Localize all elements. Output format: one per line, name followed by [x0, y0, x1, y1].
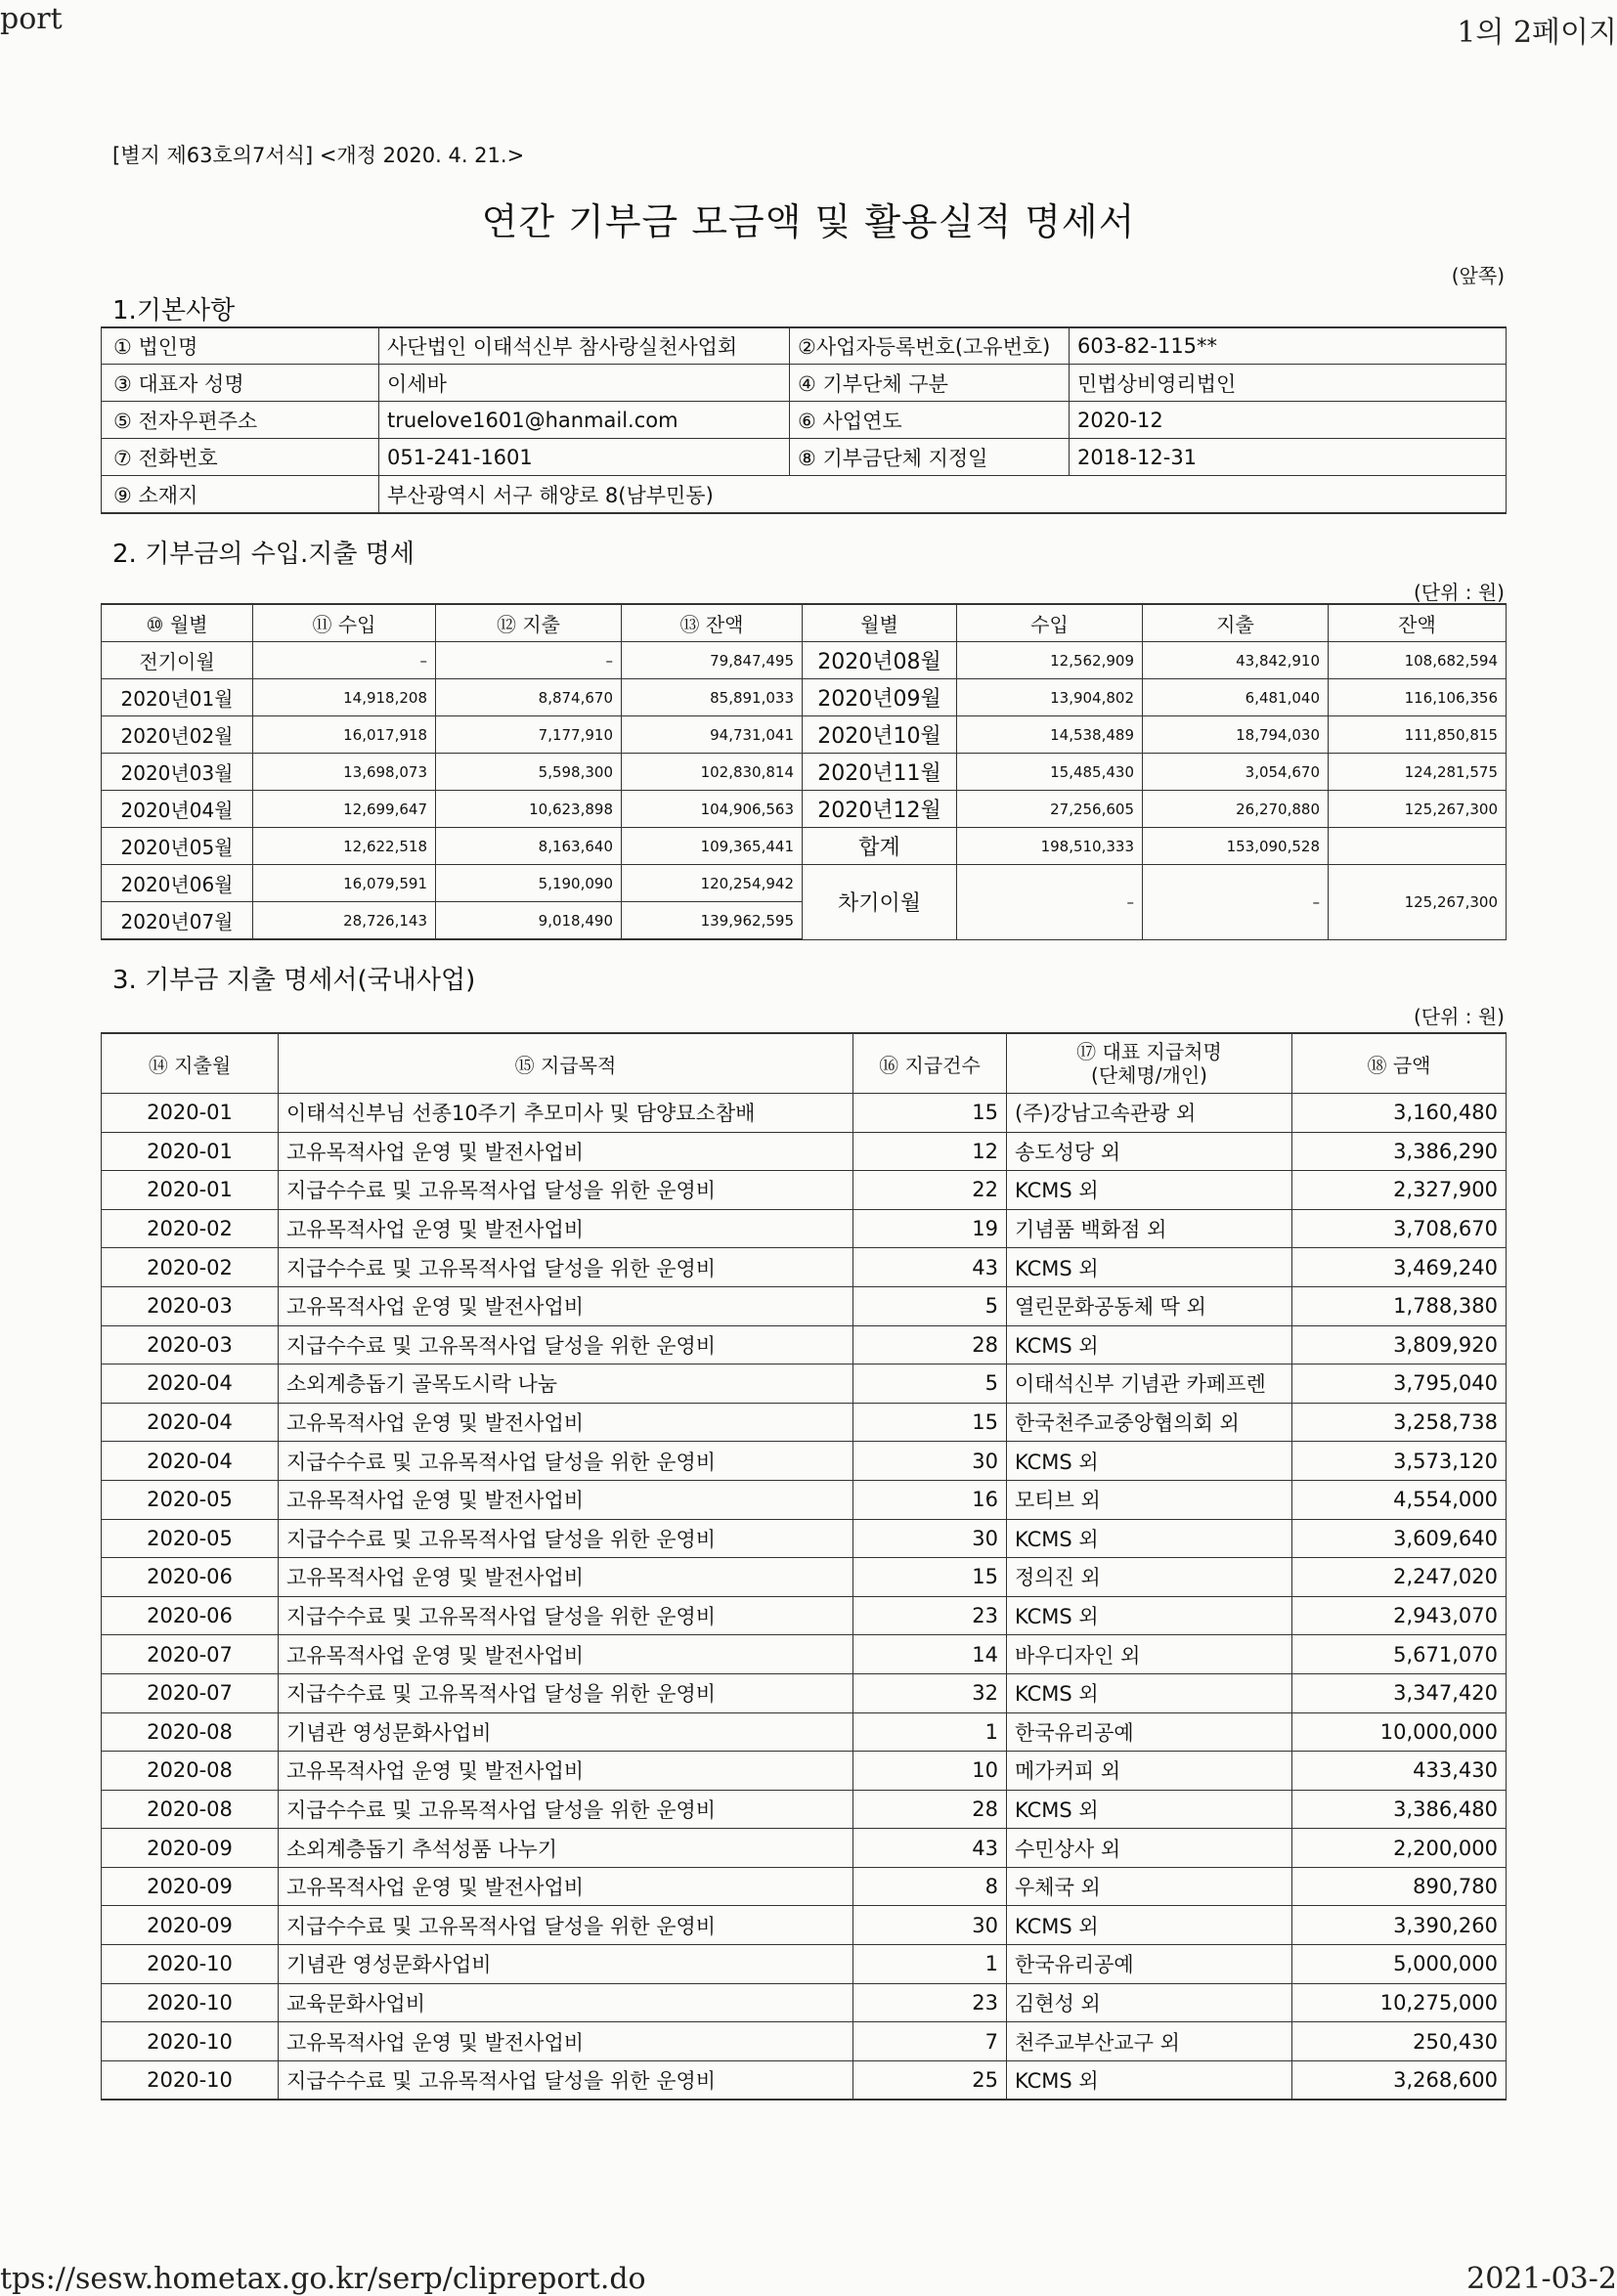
payment-purpose: 고유목적사업 운영 및 발전사업비	[279, 1558, 853, 1597]
expenditure-row	[102, 1752, 1507, 1791]
basic-info-table	[101, 326, 1507, 514]
payment-month: 2020-10	[102, 1945, 279, 1984]
payment-purpose: 고유목적사업 운영 및 발전사업비	[279, 1209, 853, 1248]
payment-purpose: 지급수수료 및 고유목적사업 달성을 위한 운영비	[279, 1171, 853, 1210]
section2-title: 2. 기부금의 수입.지출 명세	[112, 540, 415, 569]
expenditure-row	[102, 1945, 1507, 1984]
field-label: ⑨ 소재지	[102, 476, 379, 514]
expense-cell: 18,794,030	[1143, 716, 1329, 754]
form-label: [별지 제63호의7서식] <개정 2020. 4. 21.>	[112, 144, 525, 167]
column-header: ⑪ 수입	[253, 604, 436, 642]
column-header: 잔액	[1329, 604, 1507, 642]
address-value: 부산광역시 서구 해양로 8(남부민동)	[379, 476, 1507, 514]
payment-purpose: 지급수수료 및 고유목적사업 달성을 위한 운영비	[279, 1673, 853, 1712]
payment-purpose: 지급수수료 및 고유목적사업 달성을 위한 운영비	[279, 2060, 853, 2100]
payment-month: 2020-08	[102, 1790, 279, 1829]
payment-count: 12	[853, 1132, 1007, 1171]
column-header: ⑬ 잔액	[622, 604, 803, 642]
field-label: ⑤ 전자우편주소	[102, 402, 379, 439]
recipient-name: 바우디자인 외	[1007, 1635, 1292, 1674]
balance-cell: 125,267,300	[1329, 791, 1507, 828]
payment-purpose: 고유목적사업 운영 및 발전사업비	[279, 1752, 853, 1791]
month-cell: 2020년10월	[803, 716, 957, 754]
payment-month: 2020-01	[102, 1171, 279, 1210]
basic-info-row	[102, 402, 1507, 439]
field-label: ②사업자등록번호(고유번호)	[790, 327, 1070, 365]
payment-count: 16	[853, 1480, 1007, 1519]
recipient-name: KCMS 외	[1007, 1596, 1292, 1635]
expense-cell: 10,623,898	[436, 791, 622, 828]
balance-cell: 109,365,441	[622, 828, 803, 865]
field-value: truelove1601@hanmail.com	[379, 402, 790, 439]
payment-purpose: 고유목적사업 운영 및 발전사업비	[279, 1867, 853, 1906]
income-cell: –	[253, 642, 436, 679]
income-cell: 14,918,208	[253, 679, 436, 716]
amount: 2,200,000	[1292, 1829, 1507, 1868]
amount: 3,160,480	[1292, 1094, 1507, 1133]
income-cell: 14,538,489	[957, 716, 1143, 754]
month-cell: 2020년05월	[102, 828, 253, 865]
expenditure-row	[102, 1635, 1507, 1674]
payment-month: 2020-05	[102, 1519, 279, 1558]
field-value: 민법상비영리법인	[1070, 365, 1507, 402]
recipient-name: 이태석신부 기념관 카페프렌	[1007, 1365, 1292, 1404]
balance-cell: 116,106,356	[1329, 679, 1507, 716]
amount: 2,943,070	[1292, 1596, 1507, 1635]
amount: 3,609,640	[1292, 1519, 1507, 1558]
month-cell: 2020년07월	[102, 902, 253, 940]
expense-cell: 5,190,090	[436, 865, 622, 902]
recipient-header-line2: (단체명/개인)	[1091, 1063, 1207, 1087]
payment-count: 8	[853, 1867, 1007, 1906]
column-header: 지출	[1143, 604, 1329, 642]
field-label: ① 법인명	[102, 327, 379, 365]
income-row	[102, 865, 1507, 902]
recipient-name: 우체국 외	[1007, 1867, 1292, 1906]
field-label: ⑥ 사업연도	[790, 402, 1070, 439]
payment-month: 2020-08	[102, 1752, 279, 1791]
basic-info-row	[102, 327, 1507, 365]
payment-count: 30	[853, 1519, 1007, 1558]
payment-count: 5	[853, 1286, 1007, 1325]
income-row	[102, 828, 1507, 865]
expense-cell: 8,163,640	[436, 828, 622, 865]
recipient-name: 천주교부산교구 외	[1007, 2022, 1292, 2061]
expenditure-row	[102, 1094, 1507, 1133]
expenditure-row	[102, 1132, 1507, 1171]
expense-cell: 153,090,528	[1143, 828, 1329, 865]
amount: 1,788,380	[1292, 1286, 1507, 1325]
recipient-name: 한국유리공예	[1007, 1712, 1292, 1752]
balance-cell	[1329, 828, 1507, 865]
expenditure-header-row	[102, 1033, 1507, 1094]
expense-cell: 6,481,040	[1143, 679, 1329, 716]
payment-count: 23	[853, 1596, 1007, 1635]
expenditure-row	[102, 1209, 1507, 1248]
section3-unit: (단위 : 원)	[1413, 1005, 1505, 1028]
amount: 10,000,000	[1292, 1712, 1507, 1752]
carry-over-income: –	[957, 865, 1143, 940]
payment-month: 2020-04	[102, 1403, 279, 1442]
payment-purpose: 이태석신부님 선종10주기 추모미사 및 담양묘소참배	[279, 1094, 853, 1133]
amount: 250,430	[1292, 2022, 1507, 2061]
income-cell: 12,699,647	[253, 791, 436, 828]
field-value: 2018-12-31	[1070, 439, 1507, 476]
balance-cell: 79,847,495	[622, 642, 803, 679]
amount: 3,809,920	[1292, 1325, 1507, 1365]
month-cell: 2020년02월	[102, 716, 253, 754]
expenditure-row	[102, 1403, 1507, 1442]
field-value: 051-241-1601	[379, 439, 790, 476]
month-cell: 2020년03월	[102, 754, 253, 791]
section2-unit: (단위 : 원)	[1413, 581, 1505, 604]
balance-cell: 139,962,595	[622, 902, 803, 940]
expenditure-row	[102, 1712, 1507, 1752]
month-cell: 2020년06월	[102, 865, 253, 902]
recipient-name: KCMS 외	[1007, 1248, 1292, 1287]
payment-count: 30	[853, 1906, 1007, 1945]
payment-count: 15	[853, 1558, 1007, 1597]
expenditure-row	[102, 1365, 1507, 1404]
page-count: 1의 2페이지	[1457, 16, 1617, 50]
payment-month: 2020-08	[102, 1712, 279, 1752]
recipient-name: KCMS 외	[1007, 1171, 1292, 1210]
recipient-name: KCMS 외	[1007, 1325, 1292, 1365]
payment-purpose: 지급수수료 및 고유목적사업 달성을 위한 운영비	[279, 1248, 853, 1287]
amount: 3,795,040	[1292, 1365, 1507, 1404]
column-header: ⑮ 지급목적	[279, 1033, 853, 1094]
expense-cell: 3,054,670	[1143, 754, 1329, 791]
month-cell: 2020년11월	[803, 754, 957, 791]
month-cell: 2020년09월	[803, 679, 957, 716]
payment-month: 2020-06	[102, 1596, 279, 1635]
payment-purpose: 지급수수료 및 고유목적사업 달성을 위한 운영비	[279, 1790, 853, 1829]
carry-over-balance: 125,267,300	[1329, 865, 1507, 940]
income-row	[102, 791, 1507, 828]
income-cell: 13,698,073	[253, 754, 436, 791]
balance-cell: 120,254,942	[622, 865, 803, 902]
column-header: ⑭ 지출월	[102, 1033, 279, 1094]
field-value: 사단법인 이태석신부 참사랑실천사업회	[379, 327, 790, 365]
field-label: ⑧ 기부금단체 지정일	[790, 439, 1070, 476]
column-header: ⑱ 금액	[1292, 1033, 1507, 1094]
recipient-name: KCMS 외	[1007, 1790, 1292, 1829]
payment-purpose: 지급수수료 및 고유목적사업 달성을 위한 운영비	[279, 1596, 853, 1635]
income-row	[102, 716, 1507, 754]
basic-info-row	[102, 439, 1507, 476]
expense-cell: 5,598,300	[436, 754, 622, 791]
recipient-name: 정의진 외	[1007, 1558, 1292, 1597]
income-cell: 13,904,802	[957, 679, 1143, 716]
payment-count: 22	[853, 1171, 1007, 1210]
payment-month: 2020-03	[102, 1325, 279, 1365]
payment-count: 7	[853, 2022, 1007, 2061]
payment-count: 32	[853, 1673, 1007, 1712]
front-side-label: (앞쪽)	[1451, 264, 1505, 287]
payment-purpose: 지급수수료 및 고유목적사업 달성을 위한 운영비	[279, 1442, 853, 1481]
payment-count: 15	[853, 1094, 1007, 1133]
recipient-name: 송도성당 외	[1007, 1132, 1292, 1171]
income-cell: 27,256,605	[957, 791, 1143, 828]
recipient-name: 한국유리공예	[1007, 1945, 1292, 1984]
expense-cell: –	[436, 642, 622, 679]
payment-count: 43	[853, 1248, 1007, 1287]
amount: 3,469,240	[1292, 1248, 1507, 1287]
domestic-expenditure-table	[101, 1032, 1507, 2101]
recipient-name: 수민상사 외	[1007, 1829, 1292, 1868]
section3-title: 3. 기부금 지출 명세서(국내사업)	[112, 966, 476, 995]
expenditure-row	[102, 1596, 1507, 1635]
expenditure-row	[102, 1325, 1507, 1365]
payment-count: 25	[853, 2060, 1007, 2100]
income-cell: 16,017,918	[253, 716, 436, 754]
field-label: ③ 대표자 성명	[102, 365, 379, 402]
expenditure-row	[102, 1906, 1507, 1945]
payment-month: 2020-04	[102, 1365, 279, 1404]
basic-info-row	[102, 476, 1507, 514]
balance-cell: 85,891,033	[622, 679, 803, 716]
payment-count: 28	[853, 1790, 1007, 1829]
column-header: ⑩ 월별	[102, 604, 253, 642]
page-url: tps://sesw.hometax.go.kr/serp/clipreport.do	[0, 2262, 646, 2296]
payment-month: 2020-10	[102, 1983, 279, 2022]
balance-cell: 108,682,594	[1329, 642, 1507, 679]
balance-cell: 94,731,041	[622, 716, 803, 754]
amount: 3,573,120	[1292, 1442, 1507, 1481]
payment-month: 2020-07	[102, 1673, 279, 1712]
amount: 2,247,020	[1292, 1558, 1507, 1597]
recipient-name: (주)강남고속관광 외	[1007, 1094, 1292, 1133]
income-row	[102, 679, 1507, 716]
basic-info-row	[102, 365, 1507, 402]
recipient-header-line1: ⑰ 대표 지급처명	[1076, 1040, 1222, 1063]
amount: 3,708,670	[1292, 1209, 1507, 1248]
column-header	[1007, 1033, 1292, 1094]
month-cell: 2020년08월	[803, 642, 957, 679]
payment-purpose: 고유목적사업 운영 및 발전사업비	[279, 1480, 853, 1519]
payment-purpose: 지급수수료 및 고유목적사업 달성을 위한 운영비	[279, 1519, 853, 1558]
expense-cell: 43,842,910	[1143, 642, 1329, 679]
amount: 3,268,600	[1292, 2060, 1507, 2100]
column-header: 월별	[803, 604, 957, 642]
expenditure-row	[102, 1171, 1507, 1210]
income-cell: 16,079,591	[253, 865, 436, 902]
recipient-name: KCMS 외	[1007, 1906, 1292, 1945]
field-label: ④ 기부단체 구분	[790, 365, 1070, 402]
month-cell: 합계	[803, 828, 957, 865]
month-cell: 2020년04월	[102, 791, 253, 828]
payment-purpose: 고유목적사업 운영 및 발전사업비	[279, 1635, 853, 1674]
recipient-name: 열린문화공동체 딱 외	[1007, 1286, 1292, 1325]
payment-purpose: 지급수수료 및 고유목적사업 달성을 위한 운영비	[279, 1906, 853, 1945]
payment-month: 2020-02	[102, 1248, 279, 1287]
payment-purpose: 소외계층돕기 추석성품 나누기	[279, 1829, 853, 1868]
field-label: ⑦ 전화번호	[102, 439, 379, 476]
payment-purpose: 기념관 영성문화사업비	[279, 1945, 853, 1984]
payment-purpose: 교육문화사업비	[279, 1983, 853, 2022]
expenditure-row	[102, 1286, 1507, 1325]
amount: 5,000,000	[1292, 1945, 1507, 1984]
page-title: 연간 기부금 모금액 및 활용실적 명세서	[481, 200, 1136, 243]
payment-purpose: 소외계층돕기 골목도시락 나눔	[279, 1365, 853, 1404]
payment-month: 2020-09	[102, 1867, 279, 1906]
payment-count: 28	[853, 1325, 1007, 1365]
expense-cell: 26,270,880	[1143, 791, 1329, 828]
income-cell: 12,622,518	[253, 828, 436, 865]
recipient-name: 메가커피 외	[1007, 1752, 1292, 1791]
amount: 4,554,000	[1292, 1480, 1507, 1519]
amount: 5,671,070	[1292, 1635, 1507, 1674]
expenditure-row	[102, 1519, 1507, 1558]
payment-month: 2020-05	[102, 1480, 279, 1519]
expenditure-row	[102, 1829, 1507, 1868]
amount: 3,258,738	[1292, 1403, 1507, 1442]
recipient-name: 모티브 외	[1007, 1480, 1292, 1519]
payment-purpose: 지급수수료 및 고유목적사업 달성을 위한 운영비	[279, 1325, 853, 1365]
payment-purpose: 고유목적사업 운영 및 발전사업비	[279, 1132, 853, 1171]
income-header-row	[102, 604, 1507, 642]
amount: 3,347,420	[1292, 1673, 1507, 1712]
recipient-name: KCMS 외	[1007, 1673, 1292, 1712]
payment-month: 2020-10	[102, 2060, 279, 2100]
payment-count: 19	[853, 1209, 1007, 1248]
expenditure-row	[102, 1248, 1507, 1287]
income-cell: 28,726,143	[253, 902, 436, 940]
income-cell: 12,562,909	[957, 642, 1143, 679]
balance-cell: 104,906,563	[622, 791, 803, 828]
recipient-name: KCMS 외	[1007, 2060, 1292, 2100]
amount: 10,275,000	[1292, 1983, 1507, 2022]
recipient-name: 김현성 외	[1007, 1983, 1292, 2022]
income-row	[102, 642, 1507, 679]
expenditure-row	[102, 1673, 1507, 1712]
amount: 433,430	[1292, 1752, 1507, 1791]
payment-count: 23	[853, 1983, 1007, 2022]
balance-cell: 111,850,815	[1329, 716, 1507, 754]
amount: 3,386,290	[1292, 1132, 1507, 1171]
field-value: 이세바	[379, 365, 790, 402]
payment-count: 5	[853, 1365, 1007, 1404]
payment-purpose: 고유목적사업 운영 및 발전사업비	[279, 1286, 853, 1325]
payment-purpose: 기념관 영성문화사업비	[279, 1712, 853, 1752]
amount: 3,386,480	[1292, 1790, 1507, 1829]
section1-title: 1.기본사항	[112, 296, 236, 325]
expenditure-row	[102, 1558, 1507, 1597]
payment-count: 1	[853, 1945, 1007, 1984]
expense-cell: 7,177,910	[436, 716, 622, 754]
balance-cell: 102,830,814	[622, 754, 803, 791]
payment-month: 2020-06	[102, 1558, 279, 1597]
income-cell: 15,485,430	[957, 754, 1143, 791]
month-cell: 전기이월	[102, 642, 253, 679]
payment-count: 14	[853, 1635, 1007, 1674]
print-date: 2021-03-2	[1466, 2262, 1617, 2296]
balance-cell: 124,281,575	[1329, 754, 1507, 791]
payment-month: 2020-09	[102, 1829, 279, 1868]
month-cell: 2020년01월	[102, 679, 253, 716]
expenditure-row	[102, 1790, 1507, 1829]
browser-title-fragment: port	[0, 2, 63, 36]
expenditure-row	[102, 1867, 1507, 1906]
payment-count: 10	[853, 1752, 1007, 1791]
income-row	[102, 754, 1507, 791]
payment-purpose: 고유목적사업 운영 및 발전사업비	[279, 1403, 853, 1442]
income-expense-table	[101, 603, 1507, 940]
recipient-name: 한국천주교중앙협의회 외	[1007, 1403, 1292, 1442]
expenditure-row	[102, 2060, 1507, 2100]
field-value: 603-82-115**	[1070, 327, 1507, 365]
expense-cell: 8,874,670	[436, 679, 622, 716]
recipient-name: KCMS 외	[1007, 1442, 1292, 1481]
payment-count: 1	[853, 1712, 1007, 1752]
amount: 2,327,900	[1292, 1171, 1507, 1210]
recipient-name: KCMS 외	[1007, 1519, 1292, 1558]
amount: 3,390,260	[1292, 1906, 1507, 1945]
expenditure-row	[102, 2022, 1507, 2061]
payment-month: 2020-01	[102, 1094, 279, 1133]
payment-month: 2020-04	[102, 1442, 279, 1481]
expense-cell: 9,018,490	[436, 902, 622, 940]
month-cell: 2020년12월	[803, 791, 957, 828]
field-value: 2020-12	[1070, 402, 1507, 439]
amount: 890,780	[1292, 1867, 1507, 1906]
expenditure-row	[102, 1442, 1507, 1481]
carry-over-label: 차기이월	[803, 865, 957, 940]
expenditure-row	[102, 1480, 1507, 1519]
expenditure-row	[102, 1983, 1507, 2022]
payment-month: 2020-01	[102, 1132, 279, 1171]
payment-purpose: 고유목적사업 운영 및 발전사업비	[279, 2022, 853, 2061]
column-header: 수입	[957, 604, 1143, 642]
column-header: ⑫ 지출	[436, 604, 622, 642]
income-cell: 198,510,333	[957, 828, 1143, 865]
carry-over-expense: –	[1143, 865, 1329, 940]
payment-count: 30	[853, 1442, 1007, 1481]
column-header: ⑯ 지급건수	[853, 1033, 1007, 1094]
payment-month: 2020-09	[102, 1906, 279, 1945]
payment-count: 15	[853, 1403, 1007, 1442]
recipient-name: 기념품 백화점 외	[1007, 1209, 1292, 1248]
payment-count: 43	[853, 1829, 1007, 1868]
payment-month: 2020-10	[102, 2022, 279, 2061]
payment-month: 2020-02	[102, 1209, 279, 1248]
payment-month: 2020-07	[102, 1635, 279, 1674]
payment-month: 2020-03	[102, 1286, 279, 1325]
